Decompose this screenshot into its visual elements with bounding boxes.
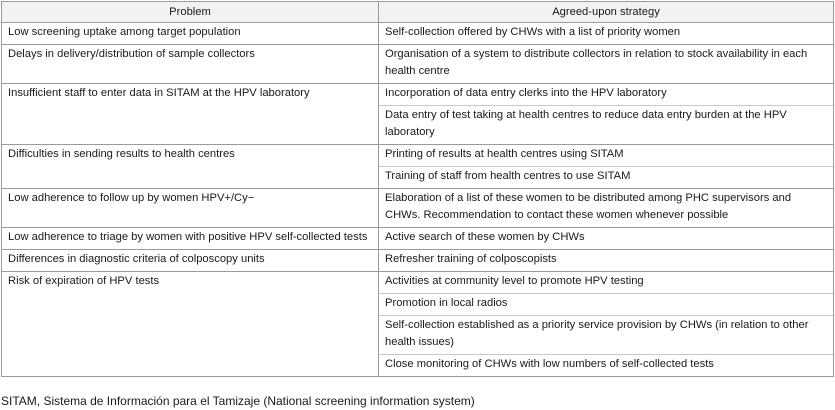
problem-cell: Delays in delivery/distribution of sample collectors [2, 45, 379, 84]
table-row [2, 145, 834, 189]
strategy-cell [379, 250, 834, 272]
strategy-cell [379, 23, 834, 45]
table-footnote: SITAM, Sistema de Información para el Tamizaje (National screening information system) [1, 394, 475, 408]
table-header-row [2, 2, 834, 23]
header-strategy: Agreed-upon strategy [379, 2, 834, 23]
strategy-table [1, 1, 834, 377]
table-row [2, 189, 834, 228]
table-body [2, 23, 834, 377]
strategy-item: Self-collection offered by CHWs with a list of priority women [385, 26, 681, 38]
strategy-cell [379, 45, 834, 84]
table-row [2, 45, 834, 84]
table-row [2, 250, 834, 272]
table-row [2, 272, 834, 377]
table-row [2, 228, 834, 250]
strategy-cell [379, 84, 834, 145]
strategy-item: Activities at community level to promote HPV testing [385, 275, 644, 287]
strategy-item: Close monitoring of CHWs with low numbers of self-collected tests [379, 354, 833, 376]
table-row [2, 84, 834, 145]
strategy-item: Organisation of a system to distribute collectors in relation to stock availability in each health centre [385, 48, 808, 77]
strategy-item: Self-collection established as a priority service provision by CHWs (in relation to other health issues) [379, 315, 833, 354]
strategy-item: Incorporation of data entry clerks into the HPV laboratory [385, 87, 667, 99]
table-row [2, 23, 834, 45]
strategy-item: Promotion in local radios [379, 293, 833, 315]
strategy-cell [379, 228, 834, 250]
problem-cell: Low adherence to triage by women with positive HPV self-collected tests [2, 228, 379, 250]
problem-cell: Low adherence to follow up by women HPV+/Cy− [2, 189, 379, 228]
problem-cell: Low screening uptake among target population [2, 23, 379, 45]
problem-cell: Risk of expiration of HPV tests [2, 272, 379, 377]
strategy-item: Printing of results at health centres using SITAM [385, 148, 624, 160]
strategy-item: Training of staff from health centres to use SITAM [379, 166, 833, 188]
strategy-cell [379, 189, 834, 228]
strategy-cell [379, 272, 834, 377]
header-problem: Problem [2, 2, 379, 23]
problem-cell: Differences in diagnostic criteria of colposcopy units [2, 250, 379, 272]
strategy-item: Elaboration of a list of these women to be distributed among PHC supervisors and CHWs. Recommendation to contact these women whenever possible [385, 192, 792, 221]
problem-cell: Difficulties in sending results to health centres [2, 145, 379, 189]
strategy-item: Refresher training of colposcopists [385, 253, 557, 265]
strategy-cell [379, 145, 834, 189]
strategy-item: Active search of these women by CHWs [385, 231, 585, 243]
strategy-item: Data entry of test taking at health centres to reduce data entry burden at the HPV laboratory [379, 105, 833, 144]
problem-cell: Insufficient staff to enter data in SITAM at the HPV laboratory [2, 84, 379, 145]
